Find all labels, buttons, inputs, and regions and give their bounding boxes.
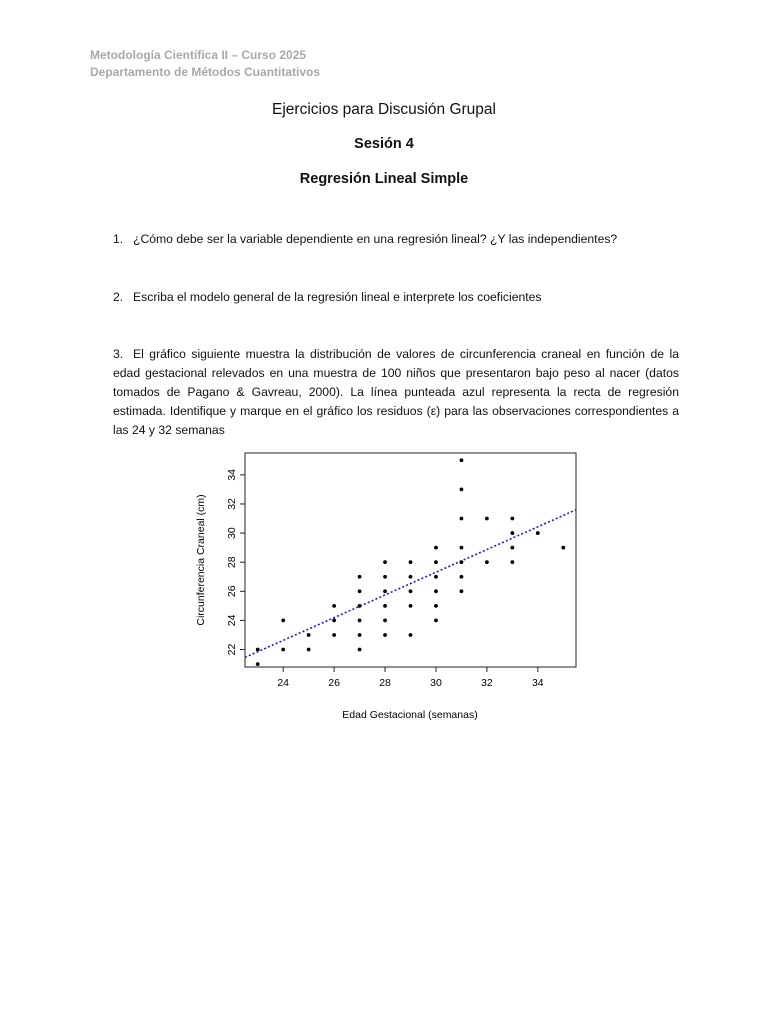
data-point	[307, 648, 311, 652]
data-point	[485, 517, 489, 521]
y-tick-label: 28	[226, 556, 238, 569]
question-number: 3.	[113, 347, 124, 361]
data-point	[460, 575, 464, 579]
data-point	[434, 575, 438, 579]
x-tick-label: 28	[379, 677, 391, 689]
data-point	[409, 604, 413, 608]
data-point	[256, 662, 260, 666]
data-point	[383, 589, 387, 593]
data-point	[510, 517, 514, 521]
data-point	[358, 648, 362, 652]
question-3	[113, 345, 679, 440]
scatter-chart	[190, 448, 590, 728]
y-tick-label: 32	[226, 498, 238, 510]
data-point	[460, 458, 464, 462]
y-tick-label: 22	[226, 643, 238, 656]
data-point	[434, 560, 438, 564]
document-header	[90, 47, 320, 81]
data-point	[358, 604, 362, 608]
data-point	[383, 560, 387, 564]
question-1	[113, 230, 679, 249]
data-point	[281, 648, 285, 652]
question-text: El gráfico siguiente muestra la distribución de valores de circunferencia craneal en función de la edad gestacional relevados en una muestra de 100 niños que presentaron bajo peso al nacer (datos tomados de Pagano & Gavreau, 2000). La línea punteada azul representa la recta de regresión estimada. Identifique y marque en el gráfico los residuos (ε) para las observaciones correspondientes a las 24 y 32 semanas	[113, 347, 679, 437]
question-number: 1.	[113, 232, 124, 246]
y-tick-label: 30	[226, 527, 238, 539]
question-number: 2.	[113, 290, 124, 304]
data-point	[434, 619, 438, 623]
data-point	[358, 589, 362, 593]
data-point	[358, 633, 362, 637]
x-tick-label: 34	[531, 677, 544, 689]
question-2	[113, 288, 679, 307]
data-point	[409, 560, 413, 564]
data-point	[460, 487, 464, 491]
data-point	[460, 560, 464, 564]
data-point	[383, 619, 387, 623]
data-point	[434, 604, 438, 608]
data-point	[409, 633, 413, 637]
topic-title: Regresión Lineal Simple	[299, 171, 469, 187]
y-tick-label: 24	[226, 614, 238, 627]
data-point	[358, 619, 362, 623]
question-text: ¿Cómo debe ser la variable dependiente en una regresión lineal? ¿Y las independientes?	[133, 232, 618, 246]
data-point	[383, 633, 387, 637]
y-axis-label: Circunferencia Craneal (cm)	[195, 494, 207, 626]
data-point	[536, 531, 540, 535]
x-tick-label: 26	[328, 677, 340, 689]
data-point	[332, 604, 336, 608]
data-point	[510, 546, 514, 550]
data-point	[383, 575, 387, 579]
data-point	[460, 546, 464, 550]
data-point	[281, 619, 285, 623]
data-point	[358, 575, 362, 579]
y-tick-label: 26	[226, 585, 238, 598]
data-point	[434, 589, 438, 593]
data-point	[510, 560, 514, 564]
session-title: Sesión 4	[354, 136, 414, 152]
data-point	[409, 575, 413, 579]
data-point	[307, 633, 311, 637]
document-title: Ejercicios para Discusión Grupal	[272, 101, 496, 118]
data-point	[561, 546, 565, 550]
data-point	[485, 560, 489, 564]
x-tick-label: 30	[430, 677, 442, 689]
data-point	[434, 546, 438, 550]
x-axis-label: Edad Gestacional (semanas)	[342, 709, 478, 721]
x-tick-label: 32	[481, 677, 493, 689]
question-text: Escriba el modelo general de la regresión lineal e interprete los coeficientes	[133, 290, 542, 304]
data-point	[332, 619, 336, 623]
data-point	[409, 589, 413, 593]
data-point	[383, 604, 387, 608]
data-point	[510, 531, 514, 535]
y-tick-label: 34	[226, 468, 238, 481]
course-name: Metodología Científica II – Curso 2025	[90, 48, 307, 62]
data-point	[460, 589, 464, 593]
x-tick-label: 24	[277, 677, 290, 689]
department-name: Departamento de Métodos Cuantitativos	[90, 65, 321, 79]
data-point	[256, 648, 260, 652]
data-point	[460, 517, 464, 521]
data-point	[332, 633, 336, 637]
